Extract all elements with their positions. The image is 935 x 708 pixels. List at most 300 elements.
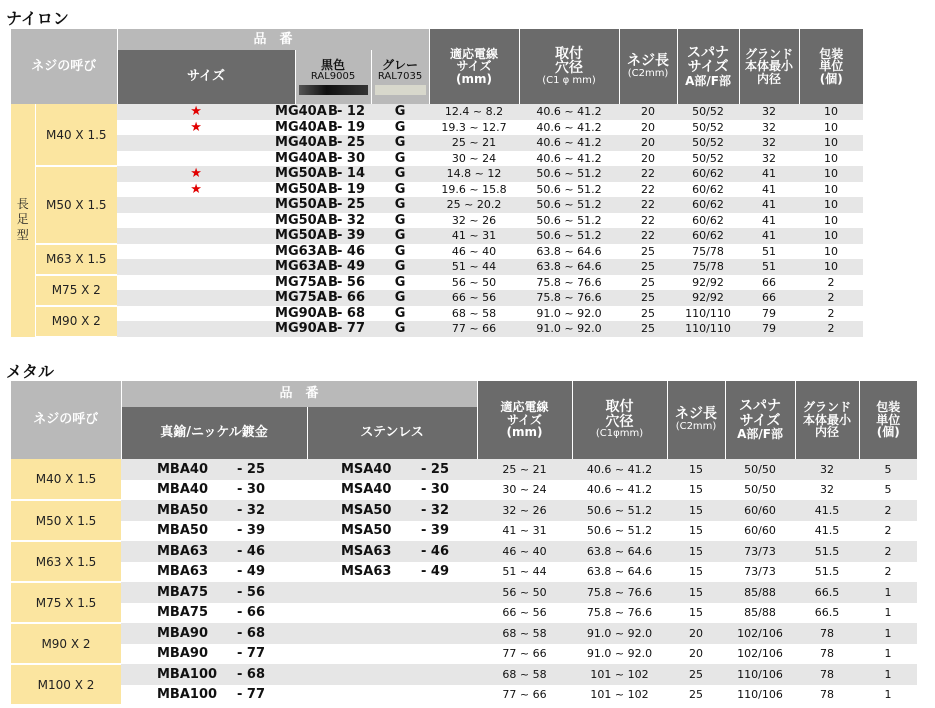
thread-size: M75 X 2	[35, 275, 117, 306]
gland-value: 79	[739, 321, 799, 337]
screw-value: 25	[619, 306, 677, 322]
gland-value: 41.5	[795, 500, 859, 521]
cable-value: 51 ~ 44	[429, 259, 519, 275]
pack-value: 1	[859, 664, 917, 685]
table-row	[11, 321, 863, 337]
spanner-value: 60/62	[677, 213, 739, 229]
brass-model-suffix: - 68	[237, 666, 266, 682]
spanner-value: 92/92	[677, 275, 739, 291]
cable-value: 66 ~ 56	[477, 603, 572, 624]
table-row	[11, 166, 863, 182]
table-row	[11, 459, 917, 480]
thread-size: M75 X 1.5	[11, 582, 121, 623]
thread-size: M90 X 2	[11, 623, 121, 664]
gray-swatch	[375, 85, 426, 95]
gray-code: G	[371, 120, 429, 136]
brass-model-code: MBA50	[157, 502, 208, 518]
table-row	[11, 120, 863, 136]
gray-code: G	[371, 182, 429, 198]
header-screw-length: ネジ長 (C2mm)	[619, 29, 677, 104]
gland-value: 41	[739, 213, 799, 229]
star-cell	[117, 120, 275, 136]
pack-value: 5	[859, 480, 917, 501]
brass-model-code: MBA100	[157, 666, 218, 682]
gray-code: G	[371, 259, 429, 275]
model-cell	[275, 228, 366, 244]
hole-value: 40.6 ~ 41.2	[519, 135, 619, 151]
pack-value: 10	[799, 166, 863, 182]
screw-value: 15	[667, 500, 725, 521]
brass-model-cell	[121, 521, 307, 542]
table-row	[11, 135, 863, 151]
star-cell	[117, 290, 275, 306]
gray-code: G	[371, 151, 429, 167]
brass-model-cell	[121, 582, 307, 603]
black-code: B	[295, 104, 371, 120]
pack-value: 10	[799, 120, 863, 136]
brass-model-suffix: - 68	[237, 625, 266, 641]
model-suffix: - 68	[337, 305, 366, 321]
thread-size: M40 X 1.5	[11, 459, 121, 500]
pack-value: 2	[859, 541, 917, 562]
screw-value: 22	[619, 166, 677, 182]
cable-value: 12.4 ~ 8.2	[429, 104, 519, 120]
star-cell	[117, 275, 275, 291]
star-cell	[117, 259, 275, 275]
gray-code: G	[371, 244, 429, 260]
star-cell	[117, 151, 275, 167]
spanner-value: 85/88	[725, 582, 795, 603]
cable-value: 25 ~ 20.2	[429, 197, 519, 213]
cable-value: 68 ~ 58	[429, 306, 519, 322]
hole-value: 40.6 ~ 41.2	[519, 151, 619, 167]
table-row	[11, 213, 863, 229]
brass-model-code: MBA75	[157, 605, 208, 621]
model-code: MG63A	[275, 259, 327, 275]
star-cell	[117, 244, 275, 260]
spanner-value: 60/62	[677, 166, 739, 182]
cable-value: 30 ~ 24	[477, 480, 572, 501]
stainless-model-cell	[307, 480, 477, 501]
black-code: B	[295, 166, 371, 182]
stainless-model-cell	[307, 582, 477, 603]
table-row	[11, 685, 917, 706]
model-cell	[275, 274, 366, 291]
gland-value: 32	[795, 459, 859, 480]
metal-header-pack-unit: 包装 単位 (個)	[859, 381, 917, 459]
screw-value: 20	[667, 644, 725, 665]
model-code: MG40A	[275, 135, 327, 151]
screw-value: 20	[619, 151, 677, 167]
model-cell	[275, 181, 366, 198]
cable-value: 66 ~ 56	[429, 290, 519, 306]
stainless-model-code: MSA63	[341, 564, 392, 580]
stainless-model-code: MSA40	[341, 461, 392, 477]
brass-model-suffix: - 77	[237, 687, 266, 703]
metal-header-gland-inner: グランド 本体最小 内径	[795, 381, 859, 459]
spanner-value: 50/52	[677, 120, 739, 136]
model-cell	[275, 135, 366, 151]
pack-value: 10	[799, 135, 863, 151]
cable-value: 46 ~ 40	[477, 541, 572, 562]
table-row	[11, 562, 917, 583]
gray-code: G	[371, 321, 429, 337]
model-suffix: - 46	[337, 243, 366, 259]
brass-model-cell	[121, 664, 307, 685]
model-code: MG40A	[275, 119, 327, 135]
pack-value: 10	[799, 244, 863, 260]
hole-value: 101 ~ 102	[572, 664, 667, 685]
table-row	[11, 500, 917, 521]
hole-value: 40.6 ~ 41.2	[572, 459, 667, 480]
hole-value: 40.6 ~ 41.2	[519, 104, 619, 120]
hole-value: 50.6 ~ 51.2	[519, 166, 619, 182]
model-suffix: - 32	[337, 212, 366, 228]
stainless-model-cell	[307, 644, 477, 665]
star-cell	[117, 197, 275, 213]
hole-value: 75.8 ~ 76.6	[572, 603, 667, 624]
table-row	[11, 521, 917, 542]
brass-model-suffix: - 56	[237, 584, 266, 600]
black-code: B	[295, 228, 371, 244]
brass-model-cell	[121, 480, 307, 501]
model-suffix: - 25	[337, 197, 366, 213]
star-cell	[117, 228, 275, 244]
screw-value: 15	[667, 480, 725, 501]
table-row	[11, 151, 863, 167]
spanner-value: 50/52	[677, 135, 739, 151]
screw-value: 15	[667, 582, 725, 603]
pack-value: 1	[859, 582, 917, 603]
gland-value: 66	[739, 290, 799, 306]
stainless-model-cell	[307, 459, 477, 480]
star-cell	[117, 104, 275, 120]
screw-value: 22	[619, 182, 677, 198]
stainless-model-code: MSA40	[341, 482, 392, 498]
model-cell	[275, 305, 366, 322]
header-cable-size: 適応電線 サイズ (mm)	[429, 29, 519, 104]
screw-value: 15	[667, 562, 725, 583]
spanner-value: 60/62	[677, 228, 739, 244]
screw-value: 15	[667, 459, 725, 480]
screw-value: 25	[619, 290, 677, 306]
model-suffix: - 19	[337, 181, 366, 197]
model-cell	[275, 197, 366, 213]
pack-value: 2	[799, 306, 863, 322]
screw-value: 22	[619, 197, 677, 213]
black-swatch	[299, 85, 368, 95]
table-row	[11, 480, 917, 501]
stainless-model-cell	[307, 562, 477, 583]
gland-value: 66.5	[795, 603, 859, 624]
metal-header-stainless: ステンレス	[307, 407, 477, 459]
model-cell	[275, 290, 366, 306]
hole-value: 40.6 ~ 41.2	[572, 480, 667, 501]
star-cell	[117, 166, 275, 182]
metal-section-title: メタル	[6, 362, 55, 381]
pack-value: 1	[859, 603, 917, 624]
gland-value: 66.5	[795, 582, 859, 603]
black-code: B	[295, 321, 371, 337]
table-row	[11, 244, 863, 260]
hole-value: 75.8 ~ 76.6	[572, 582, 667, 603]
gland-value: 32	[739, 120, 799, 136]
model-code: MG50A	[275, 212, 327, 228]
star-cell	[117, 321, 275, 337]
cable-value: 56 ~ 50	[477, 582, 572, 603]
model-code: MG90A	[275, 305, 327, 321]
stainless-model-cell	[307, 541, 477, 562]
model-code: MG40A	[275, 150, 327, 166]
gray-code: G	[371, 166, 429, 182]
gland-value: 41	[739, 228, 799, 244]
model-code: MG63A	[275, 243, 327, 259]
gland-value: 78	[795, 664, 859, 685]
pack-value: 10	[799, 182, 863, 198]
spanner-value: 60/60	[725, 521, 795, 542]
spanner-value: 50/50	[725, 459, 795, 480]
gland-value: 41	[739, 182, 799, 198]
star-cell	[117, 213, 275, 229]
brass-model-cell	[121, 500, 307, 521]
thread-size: M50 X 1.5	[35, 166, 117, 244]
brass-model-cell	[121, 541, 307, 562]
thread-size: M63 X 1.5	[35, 244, 117, 275]
pack-value: 2	[859, 521, 917, 542]
cable-value: 41 ~ 31	[429, 228, 519, 244]
hole-value: 91.0 ~ 92.0	[519, 321, 619, 337]
pack-value: 10	[799, 228, 863, 244]
brass-model-cell	[121, 685, 307, 706]
hole-value: 75.8 ~ 76.6	[519, 275, 619, 291]
brass-model-cell	[121, 603, 307, 624]
spanner-value: 110/110	[677, 306, 739, 322]
model-code: MG75A	[275, 290, 327, 306]
screw-value: 25	[667, 664, 725, 685]
black-code: B	[295, 120, 371, 136]
hole-value: 50.6 ~ 51.2	[519, 213, 619, 229]
gray-code: G	[371, 135, 429, 151]
header-pack-unit: 包装 単位 (個)	[799, 29, 863, 104]
stainless-model-suffix: - 32	[421, 502, 450, 518]
brass-model-suffix: - 77	[237, 646, 266, 662]
pack-value: 2	[799, 290, 863, 306]
gland-value: 78	[795, 644, 859, 665]
brass-model-suffix: - 49	[237, 564, 266, 580]
brass-model-suffix: - 66	[237, 605, 266, 621]
brass-model-code: MBA90	[157, 625, 208, 641]
gland-value: 51.5	[795, 562, 859, 583]
screw-value: 22	[619, 228, 677, 244]
model-cell	[275, 104, 366, 120]
cable-value: 32 ~ 26	[429, 213, 519, 229]
model-suffix: - 19	[337, 119, 366, 135]
brass-model-suffix: - 46	[237, 543, 266, 559]
header-gray: グレー RAL7035	[371, 50, 429, 104]
spanner-value: 50/52	[677, 104, 739, 120]
nylon-section-title: ナイロン	[6, 9, 69, 28]
spanner-value: 50/50	[725, 480, 795, 501]
brass-model-cell	[121, 459, 307, 480]
brass-model-suffix: - 39	[237, 523, 266, 539]
table-row	[11, 259, 863, 275]
cable-value: 14.8 ~ 12	[429, 166, 519, 182]
hole-value: 91.0 ~ 92.0	[519, 306, 619, 322]
model-code: MG50A	[275, 197, 327, 213]
screw-value: 20	[619, 120, 677, 136]
header-spanner-size: スパナ サイズ A部/F部	[677, 29, 739, 104]
spanner-value: 92/92	[677, 290, 739, 306]
brass-model-code: MBA63	[157, 564, 208, 580]
header-part-number: 品 番	[117, 29, 429, 50]
screw-value: 15	[667, 603, 725, 624]
metal-header-mount-hole: 取付 穴径 (C1φmm)	[572, 381, 667, 459]
spanner-value: 50/52	[677, 151, 739, 167]
black-code: B	[295, 197, 371, 213]
table-row	[11, 275, 863, 291]
brass-model-suffix: - 32	[237, 502, 266, 518]
model-cell	[275, 119, 366, 136]
spanner-value: 75/78	[677, 259, 739, 275]
model-suffix: - 66	[337, 290, 366, 306]
cable-value: 51 ~ 44	[477, 562, 572, 583]
header-gland-inner: グランド 本体最小 内径	[739, 29, 799, 104]
gland-value: 78	[795, 623, 859, 644]
brass-model-code: MBA40	[157, 482, 208, 498]
gland-value: 79	[739, 306, 799, 322]
hole-value: 50.6 ~ 51.2	[572, 521, 667, 542]
table-row	[11, 644, 917, 665]
hole-value: 101 ~ 102	[572, 685, 667, 706]
pack-value: 10	[799, 104, 863, 120]
cable-value: 19.3 ~ 12.7	[429, 120, 519, 136]
pack-value: 10	[799, 151, 863, 167]
stainless-model-suffix: - 46	[421, 543, 450, 559]
spanner-value: 110/110	[677, 321, 739, 337]
screw-value: 25	[619, 321, 677, 337]
gray-code: G	[371, 228, 429, 244]
metal-header-brass: 真鍮/ニッケル鍍金	[121, 407, 307, 459]
metal-header-part-number: 品 番	[121, 381, 477, 407]
pack-value: 2	[799, 275, 863, 291]
brass-model-suffix: - 25	[237, 461, 266, 477]
spanner-value: 60/62	[677, 197, 739, 213]
cable-value: 19.6 ~ 15.8	[429, 182, 519, 198]
screw-value: 15	[667, 541, 725, 562]
hole-value: 63.8 ~ 64.6	[572, 541, 667, 562]
stainless-model-suffix: - 39	[421, 523, 450, 539]
model-cell	[275, 259, 366, 275]
model-code: MG75A	[275, 274, 327, 290]
brass-model-code: MBA63	[157, 543, 208, 559]
stainless-model-cell	[307, 603, 477, 624]
hole-value: 75.8 ~ 76.6	[519, 290, 619, 306]
star-icon: ★	[190, 166, 202, 182]
gray-code: G	[371, 275, 429, 291]
black-code: B	[295, 244, 371, 260]
pack-value: 2	[799, 321, 863, 337]
spanner-value: 110/106	[725, 664, 795, 685]
brass-model-suffix: - 30	[237, 482, 266, 498]
spanner-value: 102/106	[725, 644, 795, 665]
cable-value: 30 ~ 24	[429, 151, 519, 167]
brass-model-code: MBA50	[157, 523, 208, 539]
model-cell	[275, 243, 366, 260]
star-cell	[117, 306, 275, 322]
model-cell	[275, 321, 366, 337]
screw-value: 25	[667, 685, 725, 706]
gland-value: 66	[739, 275, 799, 291]
pack-value: 10	[799, 213, 863, 229]
screw-value: 25	[619, 244, 677, 260]
gland-value: 32	[739, 151, 799, 167]
gray-code: G	[371, 197, 429, 213]
model-cell	[275, 212, 366, 229]
hole-value: 63.8 ~ 64.6	[519, 259, 619, 275]
table-row	[11, 306, 863, 322]
thread-size: M90 X 2	[35, 306, 117, 337]
stainless-model-cell	[307, 623, 477, 644]
gray-code: G	[371, 104, 429, 120]
pack-value: 10	[799, 197, 863, 213]
stainless-model-code: MSA50	[341, 502, 392, 518]
header-black: 黒色 RAL9005	[295, 50, 371, 104]
stainless-model-cell	[307, 685, 477, 706]
model-suffix: - 77	[337, 321, 366, 337]
pack-value: 1	[859, 685, 917, 706]
stainless-model-cell	[307, 664, 477, 685]
black-code: B	[295, 182, 371, 198]
gland-value: 32	[739, 104, 799, 120]
cable-value: 68 ~ 58	[477, 623, 572, 644]
spanner-value: 60/62	[677, 182, 739, 198]
pack-value: 10	[799, 259, 863, 275]
black-code: B	[295, 259, 371, 275]
metal-header-thread: ネジの呼び	[11, 381, 121, 459]
model-suffix: - 30	[337, 150, 366, 166]
model-suffix: - 56	[337, 274, 366, 290]
black-code: B	[295, 306, 371, 322]
gland-value: 41.5	[795, 521, 859, 542]
screw-value: 15	[667, 521, 725, 542]
screw-value: 20	[667, 623, 725, 644]
brass-model-code: MBA40	[157, 461, 208, 477]
hole-value: 40.6 ~ 41.2	[519, 120, 619, 136]
cable-value: 32 ~ 26	[477, 500, 572, 521]
star-icon: ★	[190, 181, 202, 197]
nylon-table	[11, 29, 863, 338]
black-code: B	[295, 290, 371, 306]
model-code: MG40A	[275, 104, 327, 120]
model-cell	[275, 166, 366, 182]
cable-value: 41 ~ 31	[477, 521, 572, 542]
screw-value: 25	[619, 259, 677, 275]
gland-value: 51	[739, 244, 799, 260]
spanner-value: 102/106	[725, 623, 795, 644]
model-code: MG90A	[275, 321, 327, 337]
pack-value: 1	[859, 623, 917, 644]
type-label: 長 足 型	[11, 104, 35, 337]
table-row	[11, 197, 863, 213]
model-suffix: - 25	[337, 135, 366, 151]
hole-value: 91.0 ~ 92.0	[572, 644, 667, 665]
model-suffix: - 39	[337, 228, 366, 244]
gland-value: 51.5	[795, 541, 859, 562]
spanner-value: 60/60	[725, 500, 795, 521]
stainless-model-suffix: - 25	[421, 461, 450, 477]
model-suffix: - 49	[337, 259, 366, 275]
table-row	[11, 582, 917, 603]
